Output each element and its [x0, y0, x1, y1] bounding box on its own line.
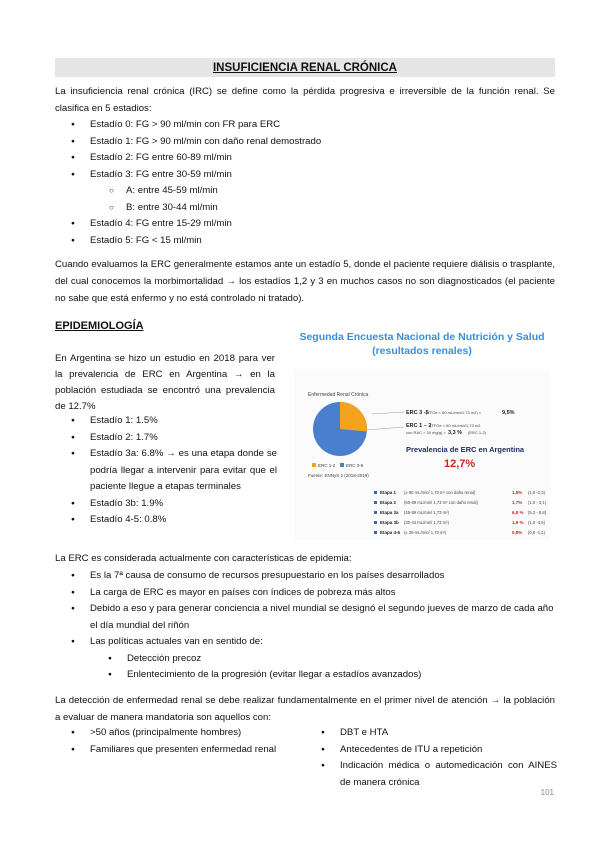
row-desc: (30-44 mL/min/ 1,73 m²)	[404, 520, 449, 525]
list-item: ● Estadío 3b: 1.9%	[55, 496, 277, 513]
list-item: ● Estadío 5: FG < 15 ml/min	[55, 233, 555, 250]
legend-erc35: ERC 3-5	[346, 463, 364, 468]
list-item: ● Indicación médica o automedicación con AINES de manera crónica	[305, 758, 557, 791]
row-desc: (≤ 29 mL/min/ 1,73 m²)	[404, 530, 447, 535]
prevalence-label: Prevalencia de ERC en Argentina	[406, 445, 525, 454]
row-bullet	[374, 511, 377, 514]
deteccion-paragraph: La detección de enfermedad renal se debe realizar fundamentalmente en el primer nivel de atención → la población a evaluar de manera mandatoria son aquellos con:	[55, 695, 555, 723]
erc35-label: ERC 3 -5	[406, 410, 429, 416]
erc12-desc2: con RAC > 30 mg/g) =	[406, 430, 446, 435]
list-item: ● Estadío 4-5: 0.8%	[55, 512, 277, 529]
row-bullet	[374, 491, 377, 494]
row-etapa: Etapa 3a	[380, 510, 399, 515]
page-number: 101	[540, 788, 554, 797]
list-item: ● >50 años (principalmente hombres)	[55, 725, 295, 742]
pie-label: Enfermedad Renal Crónica	[308, 392, 369, 398]
row-etapa: Etapa 4-5	[380, 530, 401, 535]
list-item: ● Detección precoz	[55, 651, 555, 668]
epidemiology-heading: EPIDEMIOLOGÍA	[55, 320, 144, 332]
intro-paragraph: La insuficiencia renal crónica (IRC) se define como la pérdida progresiva e irreversible de la función renal. Se clasifica en 5 estadios:	[55, 86, 555, 114]
row-bullet	[374, 531, 377, 534]
epidemiology-list	[55, 413, 277, 529]
page-title: INSUFICIENCIA RENAL CRÓNICA	[212, 62, 397, 74]
row-desc: (45-59 mL/min/ 1,73 m²)	[404, 510, 449, 515]
legend-erc12: ERC 1-2	[318, 463, 336, 468]
legend-swatch-erc35	[340, 463, 344, 467]
list-item: ○ A: entre 45-59 ml/min	[55, 183, 555, 200]
list-item: ● Estadío 3: FG entre 30-59 ml/min	[55, 167, 555, 184]
row-pct: 1,5%	[512, 490, 523, 495]
stages-list	[55, 117, 555, 249]
erc35-desc: (TFGe < 60 mL/min/1,73 m2) =	[426, 410, 482, 415]
row-etapa: Etapa 3b	[380, 520, 399, 525]
figure-title-line2: (resultados renales)	[372, 345, 472, 357]
erc12-desc1: (TFGe > 60 mL/min/1,73 m2	[430, 423, 481, 428]
list-item: ● Enlentecimiento de la progresión (evitar llegar a estadíos avanzados)	[55, 667, 555, 684]
row-ci: (1,0 -2,3)	[528, 490, 545, 495]
row-pct: 6,8 %	[512, 510, 524, 515]
row-bullet	[374, 521, 377, 524]
list-item: ● Estadío 2: FG entre 60-89 ml/min	[55, 150, 555, 167]
epidemia-intro: La ERC es considerada actualmente con características de epidemia:	[55, 553, 352, 564]
row-pct: 0,8%	[512, 530, 523, 535]
row-ci: (1,0 - 3,1)	[528, 500, 547, 505]
list-item: ● Las políticas actuales van en sentido de:	[55, 634, 555, 651]
epidemia-list	[55, 568, 555, 684]
erc12-value: 3,3 %	[448, 430, 463, 436]
figure-graphic	[284, 326, 560, 542]
row-desc: (≥ 90 mL/min/ 1,73 m² con daño renal)	[404, 490, 476, 495]
list-item: ● Estadío 0: FG > 90 ml/min con FR para ERC	[55, 117, 555, 134]
row-pct: 1,7%	[512, 500, 523, 505]
row-bullet	[374, 501, 377, 504]
list-item: ● Estadío 2: 1.7%	[55, 430, 277, 447]
erc12-label: ERC 1 – 2	[406, 423, 432, 429]
title-bar	[55, 58, 555, 77]
list-item: ● Estadío 1: FG > 90 ml/min con daño renal demostrado	[55, 134, 555, 151]
list-item: ● Estadío 1: 1.5%	[55, 413, 277, 430]
list-item: ● DBT e HTA	[305, 725, 557, 742]
list-item: ● Es la 7ª causa de consumo de recursos presupuestario en los países desarrollados	[55, 568, 555, 585]
list-item: ○ B: entre 30-44 ml/min	[55, 200, 555, 217]
row-ci: (5,2 - 8,8)	[528, 510, 547, 515]
figure-source: Fuente: ENNyS 2 (2018-2019)	[308, 473, 369, 478]
row-etapa: Etapa 2	[380, 500, 397, 505]
figure-title-line1: Segunda Encuesta Nacional de Nutrición y Salud	[299, 331, 545, 343]
row-etapa: Etapa 1	[380, 490, 397, 495]
erc12-suffix: (ERC 1-2)	[468, 430, 487, 435]
list-item: ● Antecedentes de ITU a repetición	[305, 742, 557, 759]
paragraph-dialysis: Cuando evaluamos la ERC generalmente estamos ante un estadío 5, donde el paciente requiere diálisis o trasplante, del cual conocemos la morbimortalidad → los estadíos 1,2 y 3 en muchos casos no son diagnosticados (el paciente no sabe que está enfermo y no está controlado ni tratado).	[55, 259, 555, 304]
row-ci: (1,0 -3,5)	[528, 520, 545, 525]
list-item: ● La carga de ERC es mayor en países con índices de pobreza más altos	[55, 585, 555, 602]
criteria-right	[305, 725, 557, 791]
prevalence-value: 12,7%	[444, 458, 476, 470]
criteria-left	[55, 725, 295, 758]
row-desc: (60-89 mL/min/ 1,73 m² con daño renal)	[404, 500, 478, 505]
row-ci: (0,6 -1,1)	[528, 530, 545, 535]
row-pct: 1,9 %	[512, 520, 524, 525]
legend-swatch-erc12	[312, 463, 316, 467]
list-item: ● Debido a eso y para generar conciencia a nivel mundial se designó el segundo jueves de marzo de cada año el día mundial del riñón	[55, 601, 555, 634]
list-item: ● Familiares que presenten enfermedad renal	[55, 742, 285, 759]
epidemiology-paragraph: En Argentina se hizo un estudio en 2018 para ver la prevalencia de ERC en Argentina → en la población estudiada se encontró una prevalencia de 12.7%	[55, 353, 275, 412]
list-item: ● Estadío 3a: 6.8% → es una etapa donde se podría llegar a intervenir para evitar que el paciente llegue a etapas terminales	[55, 446, 277, 496]
erc35-value: 9,5%	[502, 410, 515, 416]
list-item: ● Estadío 4: FG entre 15-29 ml/min	[55, 216, 555, 233]
survey-figure	[284, 326, 560, 542]
